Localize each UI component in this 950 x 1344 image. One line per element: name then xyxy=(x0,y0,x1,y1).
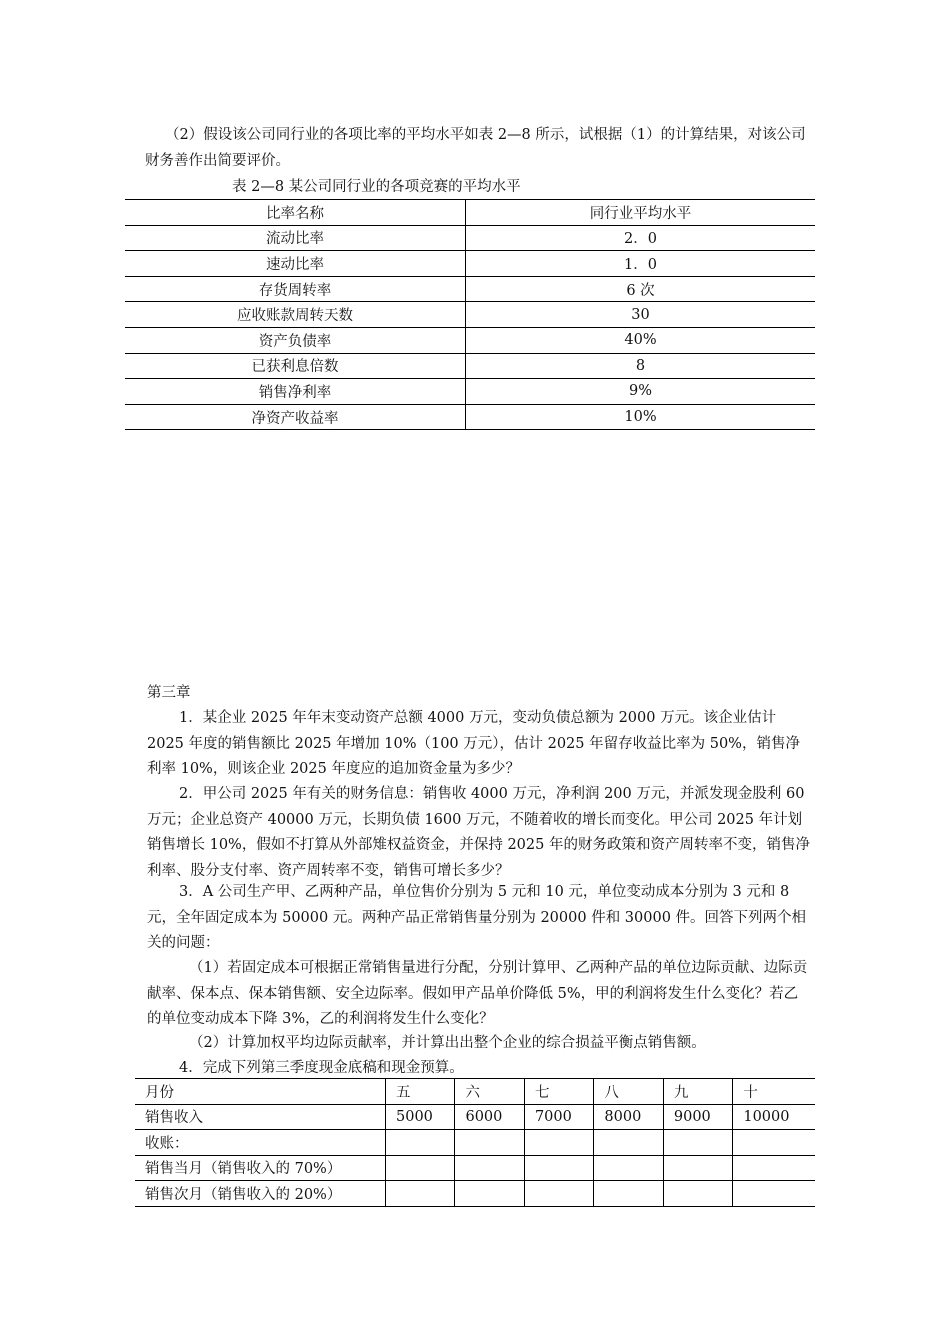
value-cell xyxy=(594,1181,663,1207)
row-label: 销售收入 xyxy=(135,1104,386,1130)
table-caption: 表 2—8 某公司同行业的各项竞赛的平均水平 xyxy=(232,179,521,195)
table-row xyxy=(125,251,815,277)
table-row xyxy=(125,353,815,379)
value-cell xyxy=(524,1130,593,1156)
table-row xyxy=(135,1181,815,1207)
value-cell xyxy=(594,1155,663,1181)
value-cell: 9000 xyxy=(663,1104,732,1130)
ratio-value: 40% xyxy=(466,327,816,353)
row-label: 销售次月（销售收入的 20%） xyxy=(135,1181,386,1207)
value-cell xyxy=(386,1181,455,1207)
ratio-name: 销售净利率 xyxy=(125,379,466,405)
intro-paragraph: （2）假设该公司同行业的各项比率的平均水平如表 2—8 所示，试根据（1）的计算结果，对该公司财务善作出简要评价。 xyxy=(145,127,806,169)
ratio-name: 已获利息倍数 xyxy=(125,353,466,379)
question-1: 1．某企业 2025 年年末变动资产总额 4000 万元，变动负债总额为 2000 万元。该企业估计 2025 年度的销售额比 2025 年增加 10%（100 万元），估计 2025 年留存收益比率为 50%，销售净利率 10%，则该企业 2025 年度应的追加资金量为多少？ xyxy=(147,710,800,777)
month-cell: 五 xyxy=(386,1079,455,1105)
table-row xyxy=(135,1130,815,1156)
table-row xyxy=(125,404,815,430)
month-cell: 十 xyxy=(733,1079,815,1105)
ratio-value: 30 xyxy=(466,302,816,328)
table-row xyxy=(125,302,815,328)
value-cell xyxy=(594,1130,663,1156)
ratio-name: 资产负债率 xyxy=(125,327,466,353)
ratio-value: 9% xyxy=(466,379,816,405)
value-cell xyxy=(663,1155,732,1181)
question-3-part-1: （1）若固定成本可根据正常销售量进行分配，分别计算甲、乙两种产品的单位边际贡献、边际贡献率、保本点、保本销售额、安全边际率。假如甲产品单价降低 5%，甲的利润将发生什么变化？若乙的单位变动成本下降 3%，乙的利润将发生什么变化？ xyxy=(147,960,808,1027)
value-cell xyxy=(455,1155,524,1181)
ratio-value: 10% xyxy=(466,404,816,430)
question-3: 3．A 公司生产甲、乙两种产品，单位售价分别为 5 元和 10 元，单位变动成本分别为 3 元和 8 元，全年固定成本为 50000 元。两种产品正常销售量分别为 20000 件和 30000 件。回答下列两个相关的问题： xyxy=(147,884,807,951)
value-cell xyxy=(733,1155,815,1181)
month-cell: 九 xyxy=(663,1079,732,1105)
ratio-value: 6 次 xyxy=(466,276,816,302)
ratio-name: 存货周转率 xyxy=(125,276,466,302)
value-cell xyxy=(455,1181,524,1207)
ratio-value: 8 xyxy=(466,353,816,379)
table-row xyxy=(135,1079,815,1105)
table-header-row xyxy=(125,200,815,226)
table-row xyxy=(125,379,815,405)
ratio-table xyxy=(125,199,815,430)
question-4: 4．完成下列第三季度现金底稿和现金预算。 xyxy=(179,1060,464,1076)
value-cell: 8000 xyxy=(594,1104,663,1130)
value-cell xyxy=(733,1130,815,1156)
value-cell xyxy=(663,1181,732,1207)
ratio-name: 流动比率 xyxy=(125,225,466,251)
value-cell: 5000 xyxy=(386,1104,455,1130)
value-cell: 10000 xyxy=(733,1104,815,1130)
chapter-heading: 第三章 xyxy=(147,685,191,701)
row-label: 收账： xyxy=(135,1130,386,1156)
ratio-name: 净资产收益率 xyxy=(125,404,466,430)
table-row xyxy=(125,225,815,251)
header-cell: 比率名称 xyxy=(125,200,466,226)
row-label: 月份 xyxy=(135,1079,386,1105)
month-cell: 六 xyxy=(455,1079,524,1105)
question-2: 2．甲公司 2025 年有关的财务信息：销售收 4000 万元，净利润 200 万元，并派发现金股利 60 万元；企业总资产 40000 万元，长期负债 1600 万元，不随着收的增长而变化。甲公司 2025 年计划销售增长 10%，假如不打算从外部雉权益资金，并保持 2025 年的财务政策和资产周转率不变，销售净利率、股分支付率、资产周转率不变，销售可增长多少？ xyxy=(147,786,810,879)
table-row xyxy=(135,1155,815,1181)
value-cell xyxy=(524,1155,593,1181)
value-cell: 7000 xyxy=(524,1104,593,1130)
table-row xyxy=(125,327,815,353)
value-cell xyxy=(455,1130,524,1156)
row-label: 销售当月（销售收入的 70%） xyxy=(135,1155,386,1181)
month-cell: 七 xyxy=(524,1079,593,1105)
question-3-part-2: （2）计算加权平均边际贡献率，并计算出出整个企业的综合损益平衡点销售额。 xyxy=(189,1035,706,1051)
cash-budget-table xyxy=(135,1078,815,1207)
table-row xyxy=(135,1104,815,1130)
table-row xyxy=(125,276,815,302)
value-cell xyxy=(386,1155,455,1181)
header-cell: 同行业平均水平 xyxy=(589,205,692,222)
month-cell: 八 xyxy=(594,1079,663,1105)
value-cell xyxy=(386,1130,455,1156)
ratio-value: 1．0 xyxy=(466,251,816,277)
value-cell xyxy=(524,1181,593,1207)
ratio-value: 2．0 xyxy=(466,225,816,251)
value-cell xyxy=(663,1130,732,1156)
ratio-name: 应收账款周转天数 xyxy=(125,302,466,328)
ratio-name: 速动比率 xyxy=(125,251,466,277)
value-cell: 6000 xyxy=(455,1104,524,1130)
value-cell xyxy=(733,1181,815,1207)
